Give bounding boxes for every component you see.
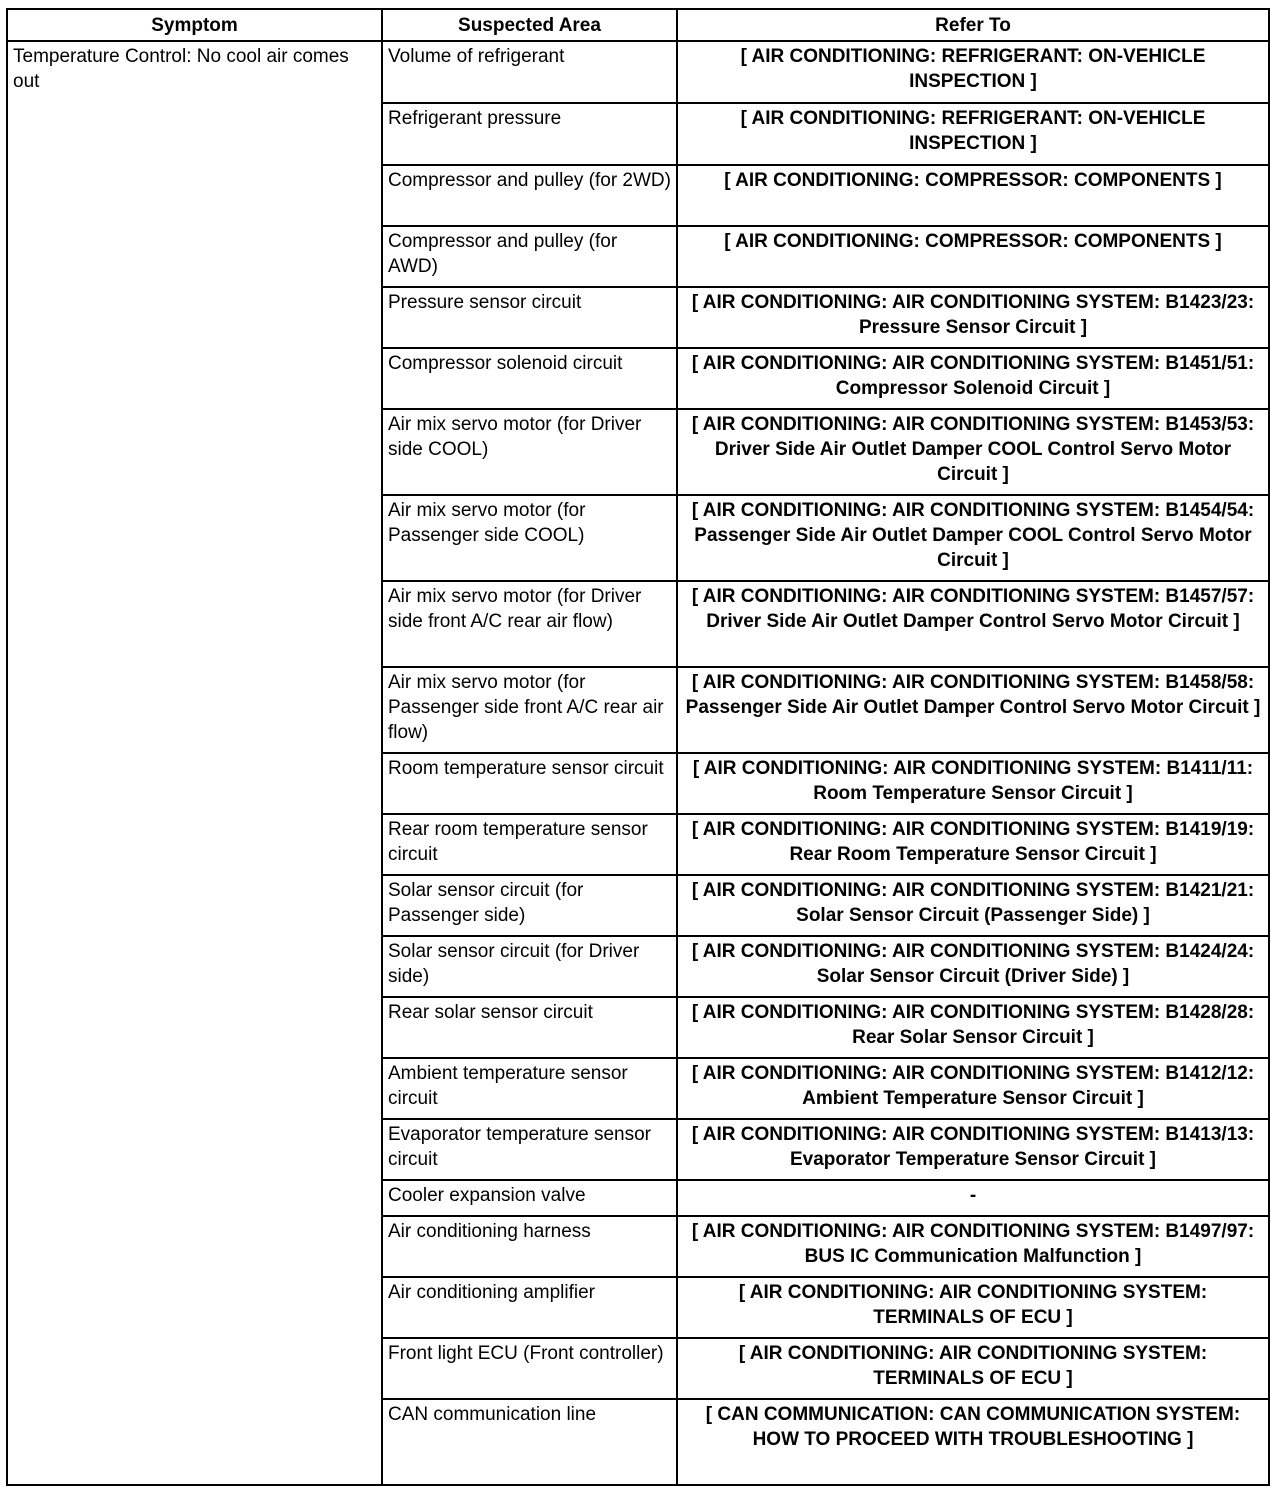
refer-to-link[interactable]: [ AIR CONDITIONING: AIR CONDITIONING SYSTEM: B1412/12: Ambient Temperature Sensor Circuit ] xyxy=(677,1058,1269,1119)
header-suspected-area: Suspected Area xyxy=(382,9,677,41)
suspected-area-cell: Solar sensor circuit (for Passenger side) xyxy=(382,875,677,936)
suspected-area-cell: Room temperature sensor circuit xyxy=(382,753,677,814)
suspected-area-cell: CAN communication line xyxy=(382,1399,677,1485)
suspected-area-cell: Solar sensor circuit (for Driver side) xyxy=(382,936,677,997)
suspected-area-cell: Refrigerant pressure xyxy=(382,103,677,165)
suspected-area-cell: Ambient temperature sensor circuit xyxy=(382,1058,677,1119)
suspected-area-cell: Air mix servo motor (for Passenger side COOL) xyxy=(382,495,677,581)
refer-to-link[interactable]: [ AIR CONDITIONING: REFRIGERANT: ON-VEHICLE INSPECTION ] xyxy=(677,103,1269,165)
suspected-area-cell: Rear room temperature sensor circuit xyxy=(382,814,677,875)
suspected-area-cell: Compressor and pulley (for AWD) xyxy=(382,226,677,287)
refer-to-link[interactable]: [ AIR CONDITIONING: AIR CONDITIONING SYSTEM: B1421/21: Solar Sensor Circuit (Passenger Side) ] xyxy=(677,875,1269,936)
refer-to-link[interactable]: [ AIR CONDITIONING: AIR CONDITIONING SYSTEM: TERMINALS OF ECU ] xyxy=(677,1338,1269,1399)
refer-to-link[interactable]: [ AIR CONDITIONING: AIR CONDITIONING SYSTEM: B1451/51: Compressor Solenoid Circuit ] xyxy=(677,348,1269,409)
suspected-area-cell: Pressure sensor circuit xyxy=(382,287,677,348)
symptom-cell: Temperature Control: No cool air comes out xyxy=(7,41,382,1485)
diagnosis-table xyxy=(6,8,1270,1486)
refer-to-link[interactable]: [ AIR CONDITIONING: AIR CONDITIONING SYSTEM: B1453/53: Driver Side Air Outlet Damper COOL Control Servo Motor Circuit ] xyxy=(677,409,1269,495)
suspected-area-cell: Evaporator temperature sensor circuit xyxy=(382,1119,677,1180)
refer-to-link[interactable]: [ AIR CONDITIONING: AIR CONDITIONING SYSTEM: B1458/58: Passenger Side Air Outlet Damper Control Servo Motor Circuit ] xyxy=(677,667,1269,753)
refer-to-link[interactable]: [ AIR CONDITIONING: AIR CONDITIONING SYSTEM: B1419/19: Rear Room Temperature Sensor Circuit ] xyxy=(677,814,1269,875)
refer-to-link[interactable]: [ AIR CONDITIONING: AIR CONDITIONING SYSTEM: B1413/13: Evaporator Temperature Sensor Circuit ] xyxy=(677,1119,1269,1180)
refer-to-link[interactable]: [ AIR CONDITIONING: AIR CONDITIONING SYSTEM: B1423/23: Pressure Sensor Circuit ] xyxy=(677,287,1269,348)
refer-to-link[interactable]: [ AIR CONDITIONING: REFRIGERANT: ON-VEHICLE INSPECTION ] xyxy=(677,41,1269,103)
header-row xyxy=(7,9,1269,41)
refer-to-link[interactable]: [ AIR CONDITIONING: AIR CONDITIONING SYSTEM: B1424/24: Solar Sensor Circuit (Driver Side) ] xyxy=(677,936,1269,997)
refer-to-link[interactable]: [ AIR CONDITIONING: AIR CONDITIONING SYSTEM: B1497/97: BUS IC Communication Malfunction ] xyxy=(677,1216,1269,1277)
refer-to-link[interactable]: [ AIR CONDITIONING: AIR CONDITIONING SYSTEM: B1457/57: Driver Side Air Outlet Damper Control Servo Motor Circuit ] xyxy=(677,581,1269,667)
suspected-area-cell: Front light ECU (Front controller) xyxy=(382,1338,677,1399)
refer-to-link[interactable]: [ AIR CONDITIONING: AIR CONDITIONING SYSTEM: B1428/28: Rear Solar Sensor Circuit ] xyxy=(677,997,1269,1058)
refer-to-link[interactable]: [ AIR CONDITIONING: AIR CONDITIONING SYSTEM: TERMINALS OF ECU ] xyxy=(677,1277,1269,1338)
refer-to-link: - xyxy=(677,1180,1269,1216)
header-refer-to: Refer To xyxy=(677,9,1269,41)
suspected-area-cell: Air mix servo motor (for Driver side front A/C rear air flow) xyxy=(382,581,677,667)
table-row xyxy=(7,41,1269,103)
suspected-area-cell: Air conditioning harness xyxy=(382,1216,677,1277)
refer-to-link[interactable]: [ AIR CONDITIONING: AIR CONDITIONING SYSTEM: B1411/11: Room Temperature Sensor Circuit ] xyxy=(677,753,1269,814)
header-symptom: Symptom xyxy=(7,9,382,41)
suspected-area-cell: Volume of refrigerant xyxy=(382,41,677,103)
refer-to-link[interactable]: [ AIR CONDITIONING: COMPRESSOR: COMPONENTS ] xyxy=(677,226,1269,287)
table-body xyxy=(7,41,1269,1485)
suspected-area-cell: Air mix servo motor (for Passenger side front A/C rear air flow) xyxy=(382,667,677,753)
suspected-area-cell: Rear solar sensor circuit xyxy=(382,997,677,1058)
refer-to-link[interactable]: [ AIR CONDITIONING: COMPRESSOR: COMPONENTS ] xyxy=(677,165,1269,226)
suspected-area-cell: Cooler expansion valve xyxy=(382,1180,677,1216)
suspected-area-cell: Compressor and pulley (for 2WD) xyxy=(382,165,677,226)
suspected-area-cell: Air mix servo motor (for Driver side COOL) xyxy=(382,409,677,495)
refer-to-link[interactable]: [ CAN COMMUNICATION: CAN COMMUNICATION SYSTEM: HOW TO PROCEED WITH TROUBLESHOOTING ] xyxy=(677,1399,1269,1485)
suspected-area-cell: Air conditioning amplifier xyxy=(382,1277,677,1338)
suspected-area-cell: Compressor solenoid circuit xyxy=(382,348,677,409)
refer-to-link[interactable]: [ AIR CONDITIONING: AIR CONDITIONING SYSTEM: B1454/54: Passenger Side Air Outlet Damper COOL Control Servo Motor Circuit ] xyxy=(677,495,1269,581)
